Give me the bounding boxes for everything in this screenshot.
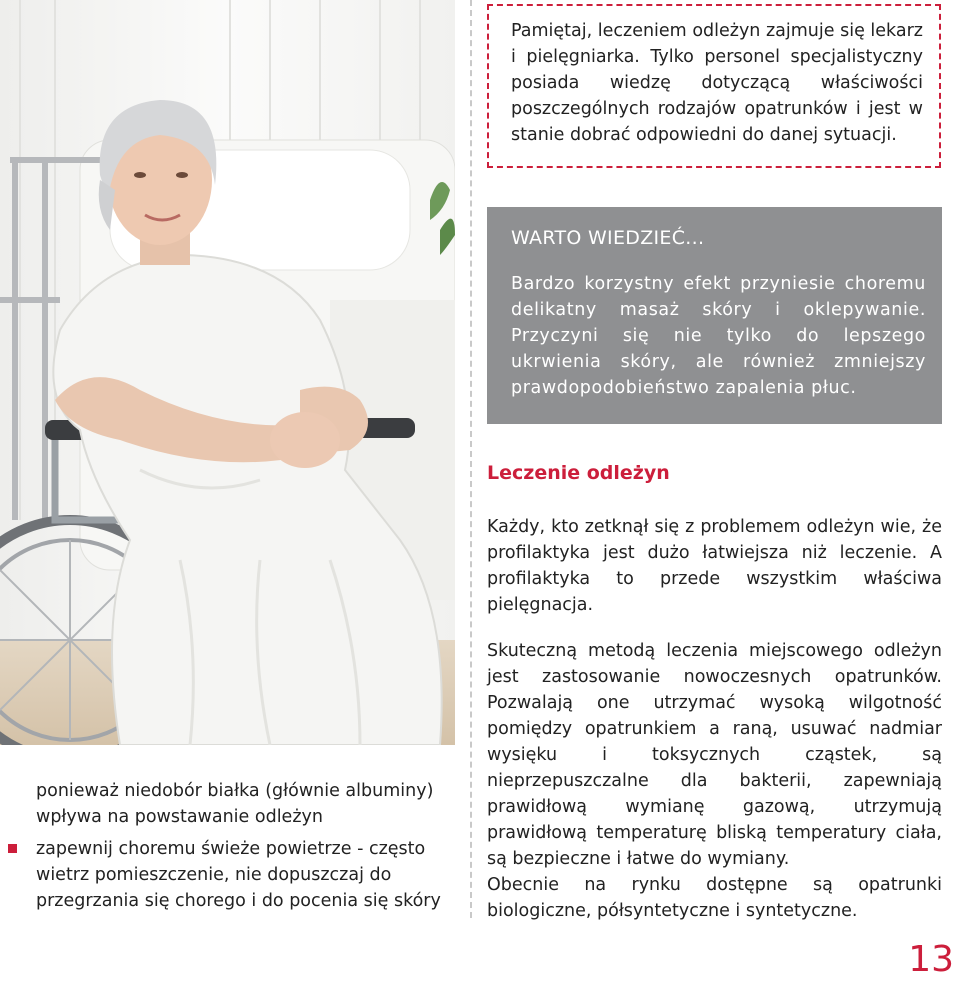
section-paragraph-2: Skuteczną metodą leczenia miejscowego odleżyn jest zastosowanie nowoczesnych opatrunków. Pozwalają one utrzymać wysoką wilgotność pomiędzy opatrunkiem a raną, usuwać nadmiar wysięku i toksycznych cząstek, są nieprzepuszczalne dla bakterii, zapewniają prawidłową wymianę gazową, utrzymują prawidłową temperaturę bliską temperatury ciała, są bezpieczne i łatwe do wymiany. (487, 641, 942, 869)
reminder-box (487, 4, 941, 168)
info-box-text: Bardzo korzystny efekt przyniesie choremu delikatny masaż skóry i oklepywanie. Przyczyni się nie tylko do lepszego ukrwienia skóry, ale również zmniejszy prawdopodobieństwo zapalenia płuc. (511, 274, 926, 398)
left-paragraph: ponieważ niedobór białka (głównie albuminy) wpływa na powstawanie odleżyn (36, 781, 434, 827)
section-heading: Leczenie odleżyn (487, 462, 670, 484)
left-text-block (36, 778, 456, 914)
info-box-title: WARTO WIEDZIEĆ... (511, 227, 705, 249)
left-bullet-text: zapewnij choremu świeże powietrze - często wietrz pomieszczenie, nie dopuszczaj do przegrzania się chorego i do pocenia się skóry (36, 839, 441, 911)
section-body (487, 514, 942, 924)
red-square-bullet-icon (8, 844, 17, 853)
section-paragraph-1: Każdy, kto zetknął się z problemem odleżyn wie, że profilaktyka jest dużo łatwiejsza niż leczenie. A profilaktyka to przede wszystkim właściwa pielęgnacja. (487, 517, 942, 615)
photo-elderly-woman-wheelchair (0, 0, 455, 745)
column-separator (470, 0, 472, 918)
page-number: 13 (908, 939, 954, 980)
left-bullet-item (36, 836, 456, 914)
info-box-warto-wiedziec (487, 207, 942, 424)
section-paragraph-3: Obecnie na rynku dostępne są opatrunki biologiczne, półsyntetyczne i syntetyczne. (487, 875, 942, 921)
reminder-text: Pamiętaj, leczeniem odleżyn zajmuje się lekarz i pielęgniarka. Tylko personel specjalistyczny posiada wiedzę dotyczącą właściwości poszczególnych rodzajów opatrunków i jest w stanie dobrać odpowiedni do danej sytuacji. (511, 21, 923, 145)
